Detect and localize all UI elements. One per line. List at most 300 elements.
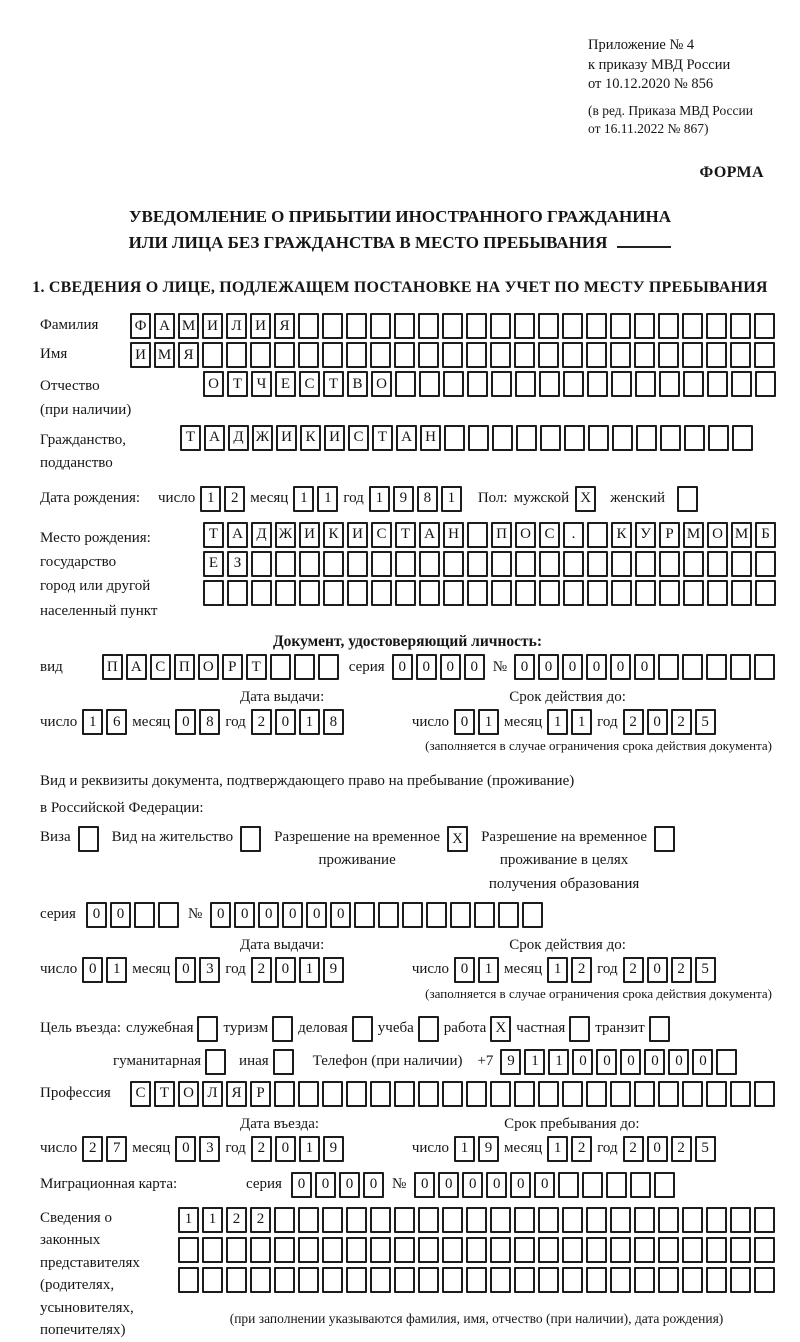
char-box[interactable] [514,313,535,339]
char-box[interactable]: 1 [106,957,127,983]
char-box[interactable]: 1 [299,957,320,983]
char-box[interactable] [466,313,487,339]
char-box[interactable]: К [323,522,344,548]
char-box[interactable] [491,580,512,606]
char-box[interactable]: 2 [571,957,592,983]
char-box[interactable]: 0 [454,709,475,735]
char-box[interactable] [730,1267,751,1293]
char-box[interactable]: 6 [106,709,127,735]
char-box[interactable]: 9 [500,1049,521,1075]
char-box[interactable]: 9 [323,957,344,983]
char-box[interactable] [586,342,607,368]
purpose-work-checkbox[interactable]: X [490,1016,511,1042]
char-box[interactable] [322,1267,343,1293]
char-box[interactable] [466,1267,487,1293]
char-box[interactable] [587,371,608,397]
char-box[interactable]: Д [251,522,272,548]
char-box[interactable] [635,551,656,577]
char-box[interactable]: 1 [441,486,462,512]
char-box[interactable] [754,1267,775,1293]
char-box[interactable] [514,1081,535,1107]
char-box[interactable] [707,371,728,397]
char-box[interactable] [682,1267,703,1293]
char-box[interactable] [706,1267,727,1293]
char-box[interactable]: Т [227,371,248,397]
char-box[interactable]: И [324,425,345,451]
char-box[interactable]: 1 [202,1207,223,1233]
char-box[interactable]: 0 [634,654,655,680]
char-box[interactable] [730,654,751,680]
char-box[interactable] [684,425,705,451]
purpose-transit-checkbox[interactable] [649,1016,670,1042]
char-box[interactable] [730,313,751,339]
purpose-other-checkbox[interactable] [273,1049,294,1075]
char-box[interactable]: А [419,522,440,548]
char-box[interactable] [274,1237,295,1263]
char-box[interactable] [450,902,471,928]
purpose-study-checkbox[interactable] [418,1016,439,1042]
char-box[interactable]: И [250,313,271,339]
char-box[interactable] [395,371,416,397]
char-box[interactable]: С [348,425,369,451]
char-box[interactable]: 1 [299,1136,320,1162]
char-box[interactable] [226,342,247,368]
char-box[interactable]: 0 [562,654,583,680]
char-box[interactable] [467,580,488,606]
char-box[interactable]: 9 [478,1136,499,1162]
char-box[interactable] [467,371,488,397]
char-box[interactable]: 1 [82,709,103,735]
char-box[interactable]: 0 [514,654,535,680]
char-box[interactable] [634,1207,655,1233]
char-box[interactable] [658,1081,679,1107]
char-box[interactable]: 2 [623,957,644,983]
char-box[interactable]: Ч [251,371,272,397]
char-box[interactable]: 1 [478,957,499,983]
char-box[interactable] [682,654,703,680]
char-box[interactable] [322,342,343,368]
char-box[interactable] [730,342,751,368]
char-box[interactable]: 0 [454,957,475,983]
char-box[interactable]: А [227,522,248,548]
char-box[interactable] [498,902,519,928]
char-box[interactable] [612,425,633,451]
char-box[interactable]: Е [203,551,224,577]
char-box[interactable]: 2 [671,709,692,735]
char-box[interactable] [322,1237,343,1263]
char-box[interactable] [538,313,559,339]
char-box[interactable] [158,902,179,928]
char-box[interactable] [178,1237,199,1263]
residence-permit-checkbox[interactable] [240,826,261,852]
char-box[interactable] [370,1267,391,1293]
char-box[interactable] [250,342,271,368]
char-box[interactable] [466,1237,487,1263]
char-box[interactable]: 0 [534,1172,555,1198]
char-box[interactable]: 2 [671,957,692,983]
char-box[interactable]: О [371,371,392,397]
char-box[interactable] [322,1207,343,1233]
char-box[interactable] [659,371,680,397]
char-box[interactable] [490,1207,511,1233]
char-box[interactable] [395,580,416,606]
char-box[interactable] [318,654,339,680]
char-box[interactable] [515,371,536,397]
char-box[interactable]: Ф [130,313,151,339]
char-box[interactable] [683,580,704,606]
char-box[interactable] [586,1081,607,1107]
char-box[interactable]: 0 [110,902,131,928]
char-box[interactable] [731,551,752,577]
char-box[interactable]: А [396,425,417,451]
char-box[interactable]: 2 [82,1136,103,1162]
char-box[interactable] [606,1172,627,1198]
char-box[interactable] [706,1207,727,1233]
char-box[interactable]: Т [372,425,393,451]
char-box[interactable] [418,1081,439,1107]
char-box[interactable]: 1 [478,709,499,735]
char-box[interactable] [490,1237,511,1263]
char-box[interactable] [467,551,488,577]
char-box[interactable] [563,551,584,577]
char-box[interactable]: Д [228,425,249,451]
char-box[interactable]: Л [202,1081,223,1107]
char-box[interactable] [426,902,447,928]
char-box[interactable]: 2 [623,1136,644,1162]
char-box[interactable]: 0 [414,1172,435,1198]
char-box[interactable] [731,371,752,397]
char-box[interactable]: З [227,551,248,577]
char-box[interactable] [732,425,753,451]
char-box[interactable]: С [299,371,320,397]
char-box[interactable]: 0 [692,1049,713,1075]
char-box[interactable] [394,342,415,368]
char-box[interactable] [226,1267,247,1293]
char-box[interactable] [636,425,657,451]
char-box[interactable] [370,342,391,368]
char-box[interactable] [419,551,440,577]
char-box[interactable] [587,522,608,548]
char-box[interactable] [370,1207,391,1233]
char-box[interactable] [539,551,560,577]
char-box[interactable] [443,580,464,606]
char-box[interactable]: Е [275,371,296,397]
char-box[interactable] [538,1207,559,1233]
char-box[interactable] [226,1237,247,1263]
char-box[interactable] [514,1207,535,1233]
char-box[interactable]: 2 [250,1207,271,1233]
char-box[interactable] [346,1237,367,1263]
char-box[interactable] [354,902,375,928]
char-box[interactable] [611,371,632,397]
char-box[interactable] [490,342,511,368]
char-box[interactable] [274,1081,295,1107]
char-box[interactable]: И [299,522,320,548]
char-box[interactable]: 0 [392,654,413,680]
char-box[interactable] [274,1267,295,1293]
purpose-business-checkbox[interactable] [352,1016,373,1042]
char-box[interactable] [227,580,248,606]
char-box[interactable] [322,313,343,339]
char-box[interactable]: 1 [547,957,568,983]
char-box[interactable] [370,313,391,339]
char-box[interactable]: Р [659,522,680,548]
char-box[interactable]: 0 [306,902,327,928]
char-box[interactable]: 7 [106,1136,127,1162]
char-box[interactable] [658,1267,679,1293]
char-box[interactable]: 2 [226,1207,247,1233]
char-box[interactable] [323,551,344,577]
char-box[interactable] [539,371,560,397]
char-box[interactable]: С [130,1081,151,1107]
char-box[interactable] [754,342,775,368]
char-box[interactable] [515,580,536,606]
char-box[interactable]: 0 [647,709,668,735]
char-box[interactable] [444,425,465,451]
char-box[interactable] [660,425,681,451]
char-box[interactable] [538,1237,559,1263]
char-box[interactable] [755,580,776,606]
char-box[interactable] [516,425,537,451]
char-box[interactable]: 0 [363,1172,384,1198]
char-box[interactable] [394,1237,415,1263]
char-box[interactable]: 0 [315,1172,336,1198]
char-box[interactable] [491,371,512,397]
char-box[interactable] [346,1207,367,1233]
char-box[interactable]: Т [323,371,344,397]
char-box[interactable] [346,313,367,339]
char-box[interactable] [466,1081,487,1107]
char-box[interactable]: 1 [524,1049,545,1075]
char-box[interactable]: Т [395,522,416,548]
char-box[interactable]: 0 [438,1172,459,1198]
char-box[interactable]: М [683,522,704,548]
char-box[interactable] [419,580,440,606]
char-box[interactable] [634,342,655,368]
char-box[interactable] [299,580,320,606]
char-box[interactable]: 1 [178,1207,199,1233]
char-box[interactable]: Ж [252,425,273,451]
char-box[interactable] [562,1207,583,1233]
char-box[interactable]: О [707,522,728,548]
gender-female-checkbox[interactable] [677,486,698,512]
char-box[interactable] [630,1172,651,1198]
char-box[interactable]: И [202,313,223,339]
char-box[interactable] [682,1081,703,1107]
char-box[interactable] [442,1237,463,1263]
char-box[interactable]: 0 [644,1049,665,1075]
char-box[interactable] [418,1267,439,1293]
char-box[interactable] [294,654,315,680]
char-box[interactable]: 0 [416,654,437,680]
char-box[interactable] [442,1081,463,1107]
char-box[interactable] [563,371,584,397]
char-box[interactable]: 0 [330,902,351,928]
char-box[interactable]: К [611,522,632,548]
char-box[interactable]: Т [203,522,224,548]
char-box[interactable] [514,1267,535,1293]
char-box[interactable]: 0 [647,957,668,983]
char-box[interactable] [610,1207,631,1233]
gender-male-checkbox[interactable]: X [575,486,596,512]
char-box[interactable] [514,1237,535,1263]
char-box[interactable]: 9 [323,1136,344,1162]
char-box[interactable] [658,1237,679,1263]
purpose-humanitarian-checkbox[interactable] [205,1049,226,1075]
char-box[interactable]: 0 [586,654,607,680]
char-box[interactable] [370,1237,391,1263]
char-box[interactable] [270,654,291,680]
char-box[interactable] [346,1267,367,1293]
char-box[interactable]: 0 [620,1049,641,1075]
char-box[interactable]: 8 [417,486,438,512]
char-box[interactable]: Б [755,522,776,548]
char-box[interactable] [610,342,631,368]
char-box[interactable] [378,902,399,928]
char-box[interactable]: Т [246,654,267,680]
char-box[interactable] [202,1267,223,1293]
char-box[interactable] [178,1267,199,1293]
char-box[interactable]: 0 [82,957,103,983]
char-box[interactable]: 2 [623,709,644,735]
char-box[interactable] [707,551,728,577]
char-box[interactable] [658,654,679,680]
char-box[interactable]: О [203,371,224,397]
char-box[interactable]: Т [180,425,201,451]
char-box[interactable] [658,1207,679,1233]
char-box[interactable] [586,313,607,339]
char-box[interactable] [634,1237,655,1263]
char-box[interactable]: 0 [440,654,461,680]
char-box[interactable]: П [174,654,195,680]
char-box[interactable]: 0 [668,1049,689,1075]
char-box[interactable] [706,1081,727,1107]
char-box[interactable] [370,1081,391,1107]
char-box[interactable] [346,1081,367,1107]
char-box[interactable]: П [102,654,123,680]
char-box[interactable]: В [347,371,368,397]
char-box[interactable]: Н [420,425,441,451]
char-box[interactable] [371,551,392,577]
char-box[interactable]: 0 [464,654,485,680]
char-box[interactable] [298,342,319,368]
char-box[interactable]: М [731,522,752,548]
char-box[interactable] [298,1207,319,1233]
char-box[interactable] [587,580,608,606]
char-box[interactable]: И [276,425,297,451]
char-box[interactable] [586,1237,607,1263]
char-box[interactable] [540,425,561,451]
char-box[interactable]: А [154,313,175,339]
char-box[interactable] [562,313,583,339]
char-box[interactable] [754,1081,775,1107]
char-box[interactable] [491,551,512,577]
char-box[interactable]: О [515,522,536,548]
char-box[interactable] [323,580,344,606]
char-box[interactable] [371,580,392,606]
char-box[interactable]: 3 [199,957,220,983]
char-box[interactable] [706,342,727,368]
char-box[interactable]: 0 [462,1172,483,1198]
char-box[interactable] [754,1237,775,1263]
char-box[interactable] [394,313,415,339]
char-box[interactable]: У [635,522,656,548]
char-box[interactable] [394,1081,415,1107]
char-box[interactable] [683,551,704,577]
char-box[interactable] [134,902,155,928]
char-box[interactable] [202,1237,223,1263]
char-box[interactable]: М [154,342,175,368]
char-box[interactable]: О [178,1081,199,1107]
char-box[interactable]: 2 [571,1136,592,1162]
char-box[interactable]: Ж [275,522,296,548]
char-box[interactable] [538,342,559,368]
char-box[interactable] [490,1267,511,1293]
char-box[interactable]: 0 [510,1172,531,1198]
char-box[interactable]: К [300,425,321,451]
char-box[interactable]: А [204,425,225,451]
char-box[interactable]: 0 [210,902,231,928]
char-box[interactable] [716,1049,737,1075]
char-box[interactable] [754,1207,775,1233]
char-box[interactable]: 1 [547,709,568,735]
char-box[interactable]: 0 [538,654,559,680]
char-box[interactable]: 1 [547,1136,568,1162]
char-box[interactable]: 5 [695,957,716,983]
char-box[interactable] [610,1267,631,1293]
char-box[interactable] [730,1237,751,1263]
char-box[interactable] [659,551,680,577]
char-box[interactable] [731,580,752,606]
char-box[interactable] [202,342,223,368]
char-box[interactable]: 1 [317,486,338,512]
char-box[interactable] [347,551,368,577]
char-box[interactable] [274,1207,295,1233]
char-box[interactable] [466,1207,487,1233]
char-box[interactable] [587,551,608,577]
char-box[interactable]: 0 [647,1136,668,1162]
char-box[interactable] [251,551,272,577]
char-box[interactable]: 1 [293,486,314,512]
char-box[interactable] [588,425,609,451]
char-box[interactable] [492,425,513,451]
char-box[interactable]: 8 [199,709,220,735]
char-box[interactable]: 5 [695,1136,716,1162]
char-box[interactable]: 2 [251,709,272,735]
education-residence-checkbox[interactable] [654,826,675,852]
char-box[interactable] [250,1267,271,1293]
char-box[interactable] [654,1172,675,1198]
char-box[interactable]: 8 [323,709,344,735]
char-box[interactable] [442,342,463,368]
char-box[interactable] [586,1207,607,1233]
purpose-official-checkbox[interactable] [197,1016,218,1042]
char-box[interactable] [754,313,775,339]
char-box[interactable]: Я [274,313,295,339]
char-box[interactable] [682,342,703,368]
char-box[interactable] [634,1267,655,1293]
char-box[interactable]: . [563,522,584,548]
char-box[interactable]: И [130,342,151,368]
char-box[interactable] [395,551,416,577]
char-box[interactable]: С [539,522,560,548]
char-box[interactable]: 0 [234,902,255,928]
char-box[interactable]: 2 [671,1136,692,1162]
char-box[interactable] [442,313,463,339]
char-box[interactable]: 1 [299,709,320,735]
char-box[interactable] [275,580,296,606]
char-box[interactable]: А [126,654,147,680]
